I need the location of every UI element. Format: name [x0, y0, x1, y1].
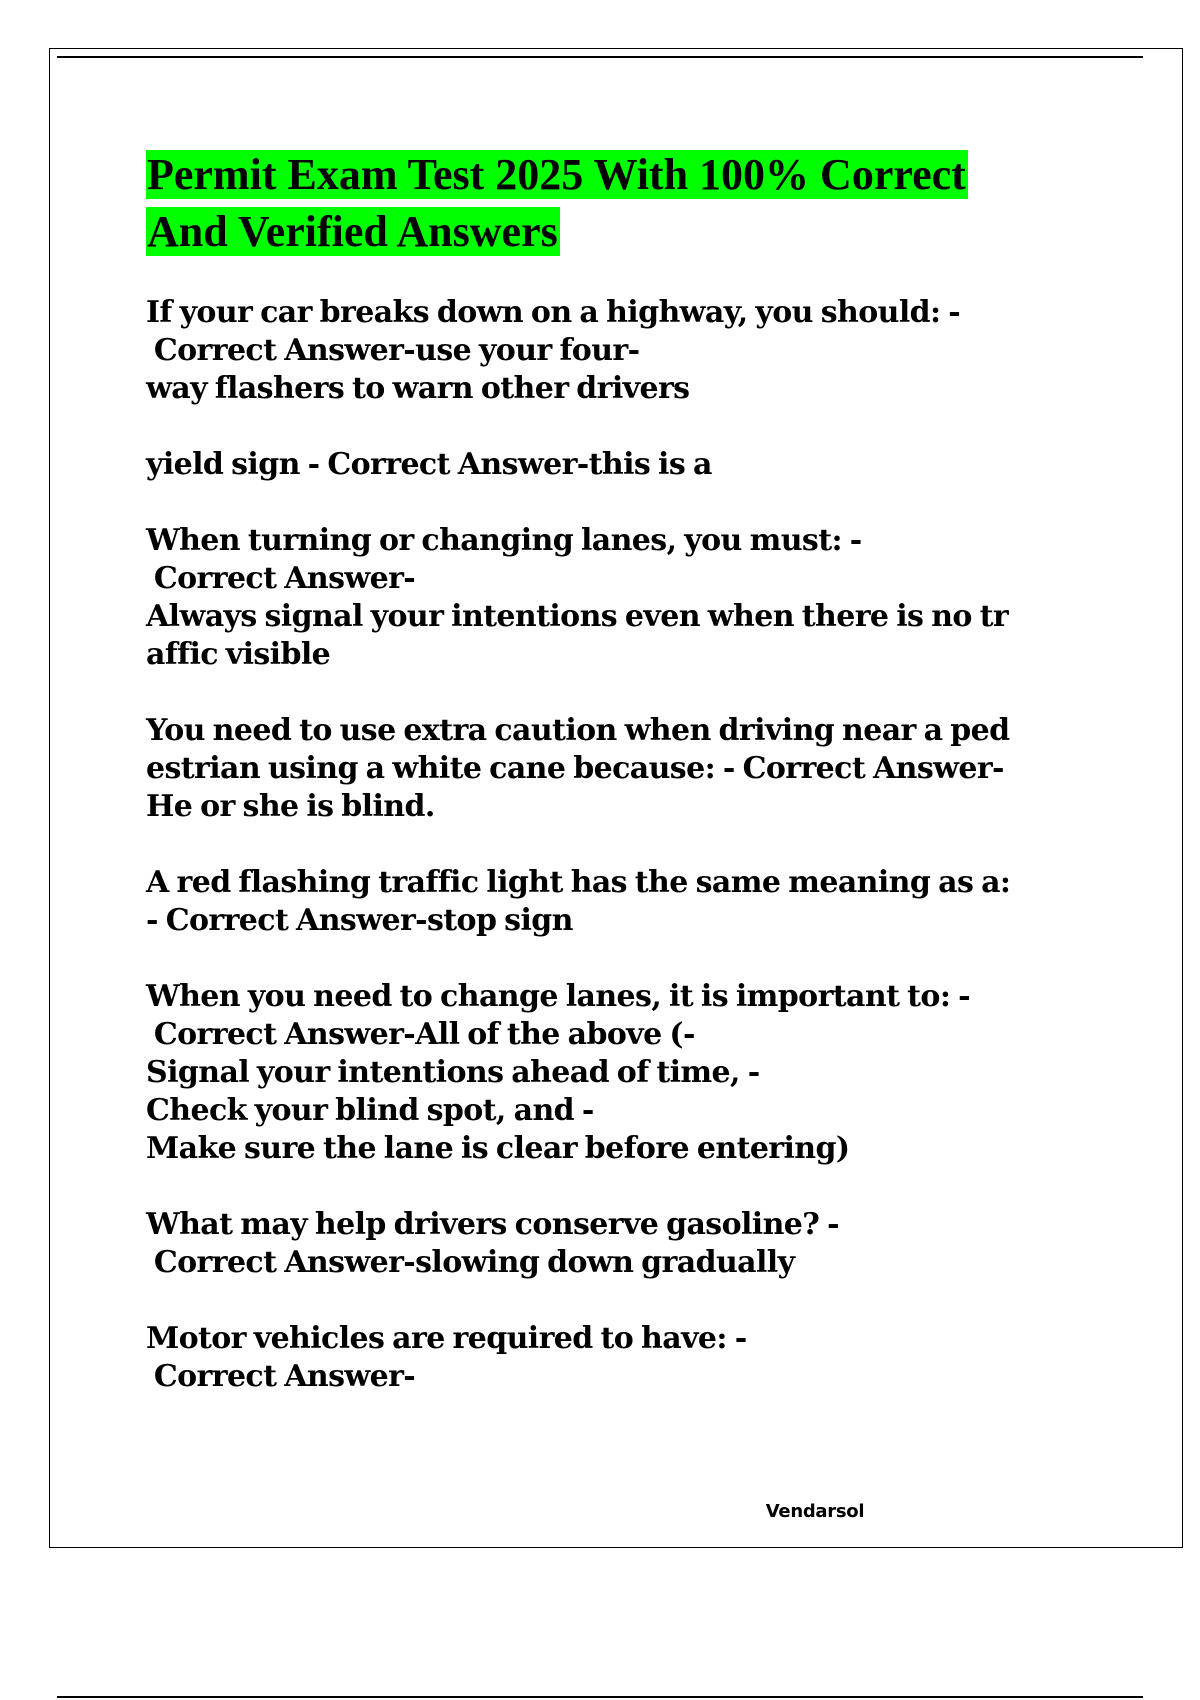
qa-line: Correct Answer-: [146, 1359, 416, 1394]
qa-item: [146, 1206, 1091, 1282]
qa-line: When you need to change lanes, it is important to: -: [146, 979, 971, 1014]
qa-item: [146, 978, 1091, 1168]
qa-line: Correct Answer-slowing down gradually: [146, 1245, 795, 1280]
qa-line: Make sure the lane is clear before entering): [146, 1131, 850, 1166]
qa-line: estrian using a white cane because: - Correct Answer-: [146, 751, 1004, 786]
qa-line: You need to use extra caution when driving near a ped: [146, 713, 1010, 748]
qa-line: Correct Answer-: [146, 561, 416, 596]
qa-line: He or she is blind.: [146, 789, 435, 824]
qa-line: Check your blind spot, and -: [146, 1093, 594, 1128]
title-line-1: Permit Exam Test 2025 With 100% Correct: [147, 150, 966, 199]
document-title: [146, 146, 1086, 260]
title-line-2: And Verified Answers: [147, 207, 558, 256]
qa-line: When turning or changing lanes, you must: -: [146, 523, 862, 558]
qa-line: A red flashing traffic light has the same meaning as a:: [146, 865, 1011, 900]
qa-line: Motor vehicles are required to have: -: [146, 1321, 747, 1356]
qa-line: way flashers to warn other drivers: [146, 371, 690, 406]
footer-brand: Vendarsol: [765, 1501, 865, 1522]
qa-line: affic visible: [146, 637, 331, 672]
qa-item: [146, 446, 1091, 484]
qa-item: [146, 294, 1091, 408]
qa-line: Signal your intentions ahead of time, -: [146, 1055, 760, 1090]
qa-line: What may help drivers conserve gasoline? -: [146, 1207, 839, 1242]
qa-line: Correct Answer-use your four-: [146, 333, 640, 368]
bottom-rule: [57, 1696, 1143, 1698]
qa-line: yield sign - Correct Answer-this is a: [146, 447, 712, 482]
qa-item: [146, 864, 1091, 940]
qa-line: - Correct Answer-stop sign: [146, 903, 573, 938]
qa-line: If your car breaks down on a highway, you should: -: [146, 295, 961, 330]
qa-line: Always signal your intentions even when there is no tr: [146, 599, 1009, 634]
qa-item: [146, 522, 1091, 674]
qa-item: [146, 1320, 1091, 1396]
qa-item: [146, 712, 1091, 826]
title-highlight: [146, 150, 968, 256]
qa-list: [146, 294, 1091, 1434]
qa-line: Correct Answer-All of the above (-: [146, 1017, 695, 1052]
